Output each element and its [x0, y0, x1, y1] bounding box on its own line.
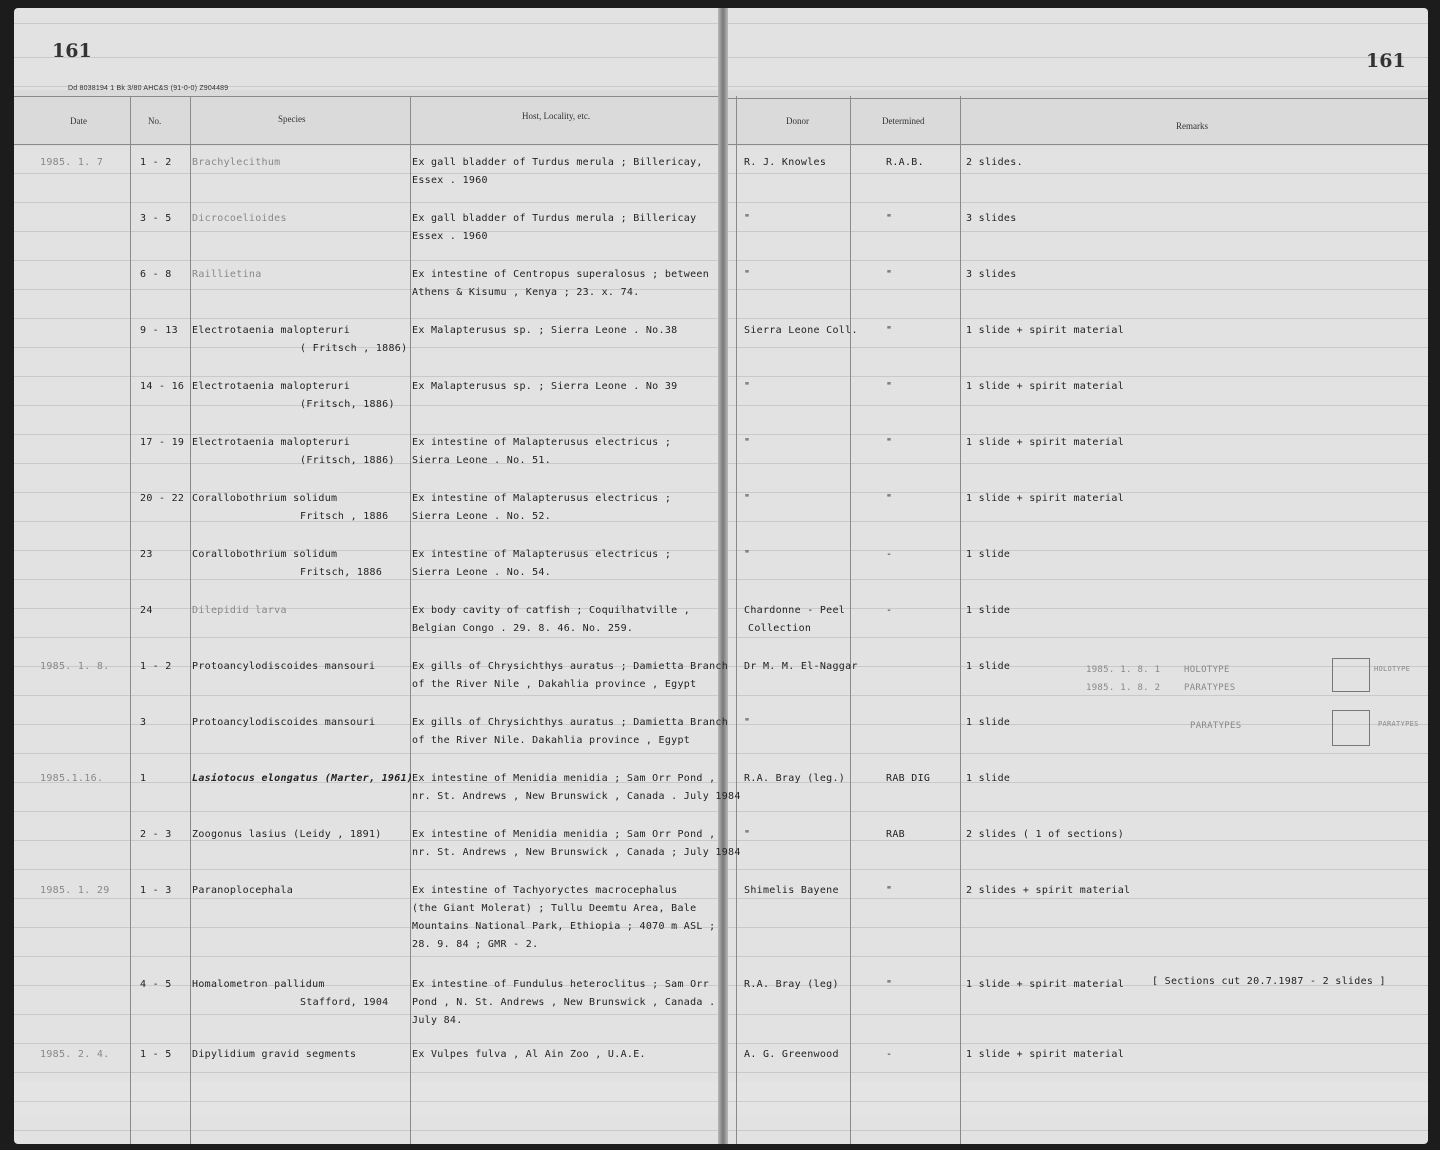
entry-determined: ": [886, 269, 893, 280]
entry-determined: -: [886, 1049, 893, 1060]
entry-host-locality: Ex intestine of Menidia menidia ; Sam Orr Pond ,: [412, 773, 716, 784]
header-top-rule: [14, 96, 722, 97]
entry-donor: ": [744, 493, 751, 504]
entry-host-locality: of the River Nile , Dakahlia province , Egypt: [412, 679, 697, 690]
entry-donor: Sierra Leone Coll.: [744, 325, 858, 336]
entry-host-locality: Essex . 1960: [412, 175, 488, 186]
column-divider: [736, 96, 737, 1144]
entry-species: Dicrocoelioides: [192, 213, 287, 224]
entry-host-locality: Belgian Congo . 29. 8. 46. No. 259.: [412, 623, 634, 634]
entry-host-locality: Ex intestine of Malapterusus electricus ;: [412, 549, 672, 560]
header-band: [14, 90, 722, 146]
entry-remarks: 1 slide: [966, 549, 1011, 560]
header-bottom-rule: [724, 144, 1428, 145]
entry-date: 1985. 1. 7: [40, 157, 104, 168]
entry-remarks: 2 slides ( 1 of sections): [966, 829, 1125, 840]
header-date: Date: [70, 116, 87, 126]
entry-number: 3: [140, 717, 147, 728]
entry-host-locality: of the River Nile. Dakahlia province , Egypt: [412, 735, 691, 746]
type-status: PARATYPES: [1190, 721, 1242, 731]
entry-species: Paranoplocephala: [192, 885, 294, 896]
entry-number: 1: [140, 773, 147, 784]
column-divider: [190, 96, 191, 1144]
entry-remarks: 2 slides.: [966, 157, 1023, 168]
entry-species: Electrotaenia malopteruri: [192, 437, 351, 448]
stationery-reference: Dd 8038194 1 Bk 3/80 AHC&S (91-0-0) Z904489: [68, 85, 229, 92]
entry-host-locality: Pond , N. St. Andrews , New Brunswick , Canada .: [412, 997, 716, 1008]
entry-remarks: 1 slide + spirit material: [966, 381, 1125, 392]
entry-host-locality: Ex Malapterusus sp. ; Sierra Leone . No.38: [412, 325, 678, 336]
entry-host-locality: Essex . 1960: [412, 231, 488, 242]
entry-donor: ": [744, 269, 751, 280]
entry-species: Corallobothrium solidum: [192, 549, 338, 560]
entry-determined: RAB: [886, 829, 905, 840]
entry-species-authority: Fritsch, 1886: [300, 567, 383, 578]
entry-species: Corallobothrium solidum: [192, 493, 338, 504]
entry-number: 4 - 5: [140, 979, 172, 990]
entry-remarks: 1 slide: [966, 605, 1011, 616]
entry-determined: ": [886, 493, 893, 504]
registration-number: 1985. 1. 8. 1: [1086, 665, 1161, 675]
entry-species: Raillietina: [192, 269, 262, 280]
entry-species-authority: ( Fritsch , 1886): [300, 343, 408, 354]
entry-host-locality: 28. 9. 84 ; GMR - 2.: [412, 939, 539, 950]
entry-species: Homalometron pallidum: [192, 979, 325, 990]
entry-donor: ": [744, 549, 751, 560]
entry-host-locality: Ex Malapterusus sp. ; Sierra Leone . No 39: [412, 381, 678, 392]
column-divider: [960, 96, 961, 1144]
entry-remarks: 3 slides: [966, 269, 1017, 280]
entry-host-locality: Ex intestine of Malapterusus electricus ;: [412, 437, 672, 448]
entry-donor: Shimelis Bayene: [744, 885, 839, 896]
entry-number: 1 - 2: [140, 157, 172, 168]
entry-donor: ": [744, 213, 751, 224]
entry-host-locality: July 84.: [412, 1015, 463, 1026]
entry-number: 1 - 2: [140, 661, 172, 672]
entry-donor: Collection: [748, 623, 812, 634]
column-divider: [130, 96, 131, 1144]
entry-date: 1985.1.16.: [40, 773, 104, 784]
entry-species: Protoancylodiscoides mansouri: [192, 717, 376, 728]
entry-host-locality: Ex Vulpes fulva , Al Ain Zoo , U.A.E.: [412, 1049, 646, 1060]
entry-species: Protoancylodiscoides mansouri: [192, 661, 376, 672]
entry-species: Brachylecithum: [192, 157, 281, 168]
entry-determined: -: [886, 549, 893, 560]
entry-remarks: 1 slide: [966, 717, 1011, 728]
entry-host-locality: Sierra Leone . No. 52.: [412, 511, 552, 522]
entry-date: 1985. 1. 29: [40, 885, 110, 896]
entry-species-authority: Fritsch , 1886: [300, 511, 389, 522]
entry-species: Zoogonus lasius (Leidy , 1891): [192, 829, 382, 840]
entry-host-locality: Ex intestine of Fundulus heteroclitus ; Sam Orr: [412, 979, 710, 990]
entry-number: 1 - 5: [140, 1049, 172, 1060]
entry-number: 14 - 16: [140, 381, 185, 392]
entry-remarks: 2 slides + spirit material: [966, 885, 1131, 896]
registration-number: 1985. 1. 8. 2: [1086, 683, 1161, 693]
entry-species: Electrotaenia malopteruri: [192, 381, 351, 392]
paratypes-stamp: [1332, 710, 1370, 746]
type-status: HOLOTYPE: [1184, 665, 1230, 675]
entry-species-authority: (Fritsch, 1886): [300, 399, 395, 410]
header-determined: Determined: [882, 116, 925, 126]
column-divider: [410, 96, 411, 1144]
entry-donor: ": [744, 381, 751, 392]
type-status: PARATYPES: [1184, 683, 1236, 693]
book-spine: [718, 8, 728, 1144]
page-shade: [14, 1082, 722, 1116]
page-number-left: 161: [52, 40, 92, 62]
entry-species: Dipylidium gravid segments: [192, 1049, 357, 1060]
holotype-stamp: [1332, 658, 1370, 692]
entry-species-authority: Stafford, 1904: [300, 997, 389, 1008]
entry-date: 1985. 2. 4.: [40, 1049, 110, 1060]
entry-species: Dilepidid larva: [192, 605, 287, 616]
header-host: Host, Locality, etc.: [522, 111, 591, 121]
entry-host-locality: Ex gall bladder of Turdus merula ; Billericay,: [412, 157, 703, 168]
header-species: Species: [278, 114, 306, 124]
entry-host-locality: Sierra Leone . No. 54.: [412, 567, 552, 578]
entry-determined: R.A.B.: [886, 157, 924, 168]
entry-species: Electrotaenia malopteruri: [192, 325, 351, 336]
column-divider: [850, 96, 851, 1144]
entry-donor: ": [744, 829, 751, 840]
entry-determined: ": [886, 213, 893, 224]
entry-remarks: 1 slide + spirit material: [966, 325, 1125, 336]
entry-number: 24: [140, 605, 153, 616]
entry-number: 6 - 8: [140, 269, 172, 280]
entry-host-locality: nr. St. Andrews , New Brunswick , Canada ; July 1984: [412, 847, 741, 858]
header-donor: Donor: [786, 116, 809, 126]
entry-host-locality: (the Giant Molerat) ; Tullu Deemtu Area, Bale: [412, 903, 697, 914]
entry-species: Lasiotocus elongatus (Marter, 1961): [192, 773, 414, 784]
entry-species-authority: (Fritsch, 1886): [300, 455, 395, 466]
entry-host-locality: Ex intestine of Tachyoryctes macrocephalus: [412, 885, 678, 896]
entry-donor: A. G. Greenwood: [744, 1049, 839, 1060]
entry-donor: Chardonne - Peel: [744, 605, 846, 616]
entry-host-locality: Mountains National Park, Ethiopia ; 4070 m ASL ;: [412, 921, 716, 932]
entry-host-locality: Ex gall bladder of Turdus merula ; Billericay: [412, 213, 697, 224]
header-bottom-rule: [14, 144, 722, 145]
header-remarks: Remarks: [1176, 121, 1208, 131]
header-no: No.: [148, 116, 162, 126]
header-top-rule: [724, 98, 1428, 99]
entry-number: 20 - 22: [140, 493, 185, 504]
entry-determined: -: [886, 605, 893, 616]
page-shade: [724, 1082, 1428, 1116]
entry-number: 2 - 3: [140, 829, 172, 840]
entry-donor: R. J. Knowles: [744, 157, 827, 168]
entry-determined: ": [886, 979, 893, 990]
entry-remarks: 1 slide: [966, 773, 1011, 784]
entry-number: 23: [140, 549, 153, 560]
page-number-right: 161: [1366, 50, 1406, 72]
entry-host-locality: Ex intestine of Menidia menidia ; Sam Orr Pond ,: [412, 829, 716, 840]
stamp-label: HOLOTYPE: [1374, 665, 1411, 673]
entry-determined: ": [886, 381, 893, 392]
entry-remarks: 1 slide + spirit material: [966, 437, 1125, 448]
entry-determined: ": [886, 325, 893, 336]
entry-remarks: 1 slide + spirit material: [966, 979, 1125, 990]
entry-determined: RAB DIG: [886, 773, 931, 784]
entry-host-locality: Ex body cavity of catfish ; Coquilhatville ,: [412, 605, 691, 616]
entry-donor: R.A. Bray (leg.): [744, 773, 846, 784]
entry-date: 1985. 1. 8.: [40, 661, 110, 672]
entry-host-locality: Ex gills of Chrysichthys auratus ; Damietta Branch: [412, 661, 729, 672]
sections-note: [ Sections cut 20.7.1987 - 2 slides ]: [1152, 976, 1386, 987]
entry-host-locality: Sierra Leone . No. 51.: [412, 455, 552, 466]
entry-host-locality: Ex intestine of Centropus superalosus ; between: [412, 269, 710, 280]
entry-host-locality: Ex gills of Chrysichthys auratus ; Damietta Branch: [412, 717, 729, 728]
entry-determined: ": [886, 885, 893, 896]
entry-remarks: 3 slides: [966, 213, 1017, 224]
entry-host-locality: nr. St. Andrews , New Brunswick , Canada . July 1984: [412, 791, 741, 802]
entry-host-locality: Ex intestine of Malapterusus electricus ;: [412, 493, 672, 504]
entry-donor: ": [744, 717, 751, 728]
stamp-label: PARATYPES: [1378, 720, 1419, 728]
entry-remarks: 1 slide: [966, 661, 1011, 672]
entry-host-locality: Athens & Kisumu , Kenya ; 23. x. 74.: [412, 287, 640, 298]
entry-donor: Dr M. M. El-Naggar: [744, 661, 858, 672]
entry-donor: R.A. Bray (leg): [744, 979, 839, 990]
entry-number: 1 - 3: [140, 885, 172, 896]
entry-number: 9 - 13: [140, 325, 178, 336]
entry-remarks: 1 slide + spirit material: [966, 1049, 1125, 1060]
entry-donor: ": [744, 437, 751, 448]
entry-number: 17 - 19: [140, 437, 185, 448]
entry-number: 3 - 5: [140, 213, 172, 224]
entry-remarks: 1 slide + spirit material: [966, 493, 1125, 504]
entry-determined: ": [886, 437, 893, 448]
